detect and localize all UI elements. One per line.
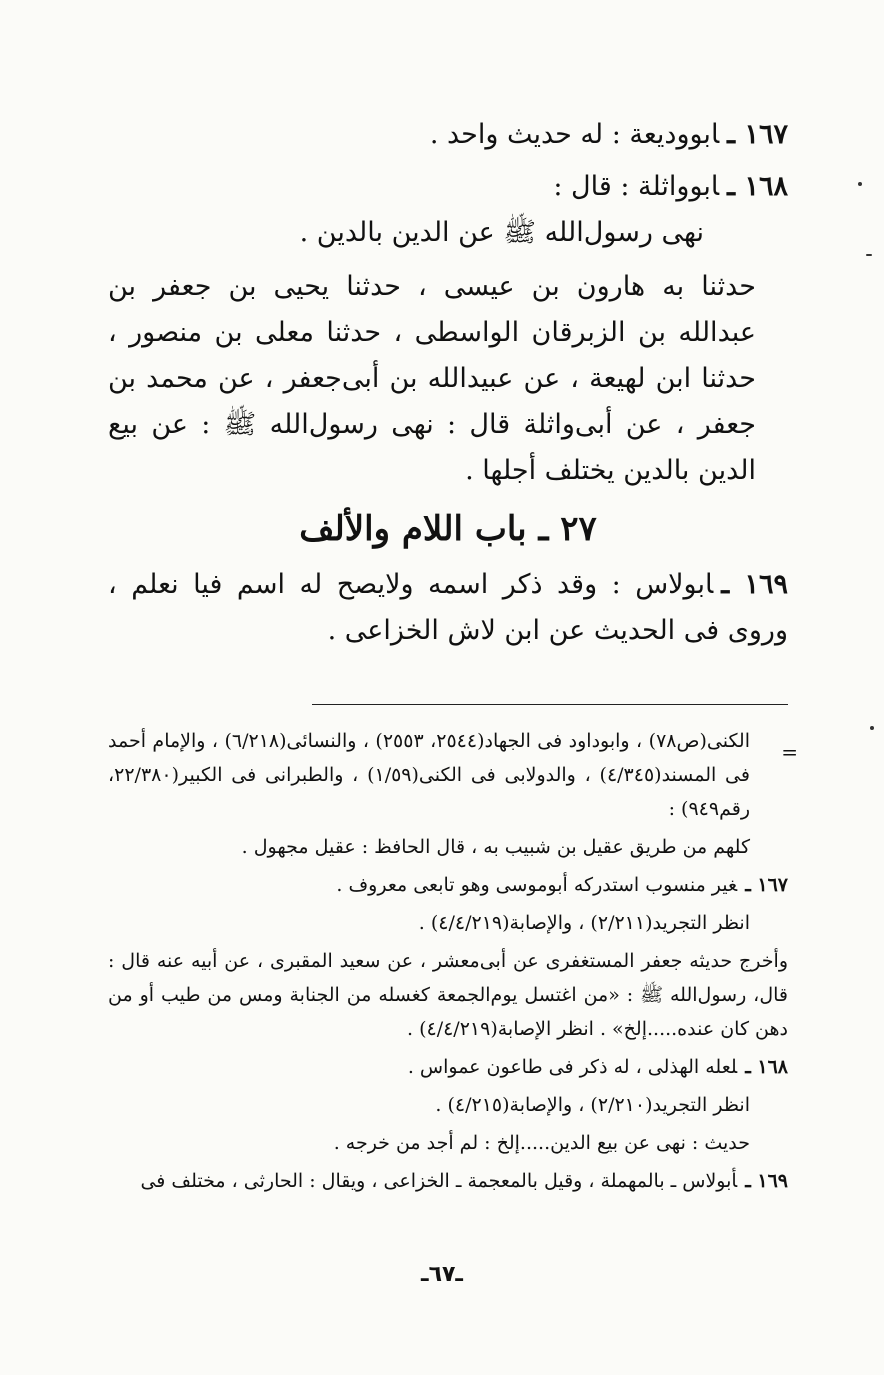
entry-167 <box>108 112 788 158</box>
footnote-line: حديث : نهى عن بيع الدين.....إلخ : لم أجد من خرجه . <box>333 1132 750 1154</box>
footnote-number: ١٦٧ ـ <box>745 874 788 896</box>
page-number: ـ٦٧ـ <box>421 1262 463 1287</box>
entry-text: ابوواثلة : قال : <box>553 171 720 202</box>
footnote-continuation-line: كلهم من طريق عقيل بن شبيب به ، قال الحافظ : عقيل مجهول . <box>241 836 750 858</box>
entry-text: ابوودیعة : له حديث واحد . <box>429 119 720 150</box>
footnotes <box>108 724 788 1202</box>
entry-169 <box>108 562 788 654</box>
footnote-line: غير منسوب استدركه أبوموسى وهو تابعى معروف . <box>336 874 738 896</box>
scan-speck <box>870 726 874 730</box>
footnote-168 <box>108 1050 788 1084</box>
footnote-number: ١٦٨ ـ <box>745 1056 788 1078</box>
scan-speck <box>858 182 862 186</box>
hadith-quote: نهى رسول‌الله ﷺ عن الدين بالدين . <box>299 217 704 248</box>
footnote-line: انظر التجريد(٢/٢١١) ، والإصابة(٤/٤/٢١٩) . <box>418 912 750 934</box>
footnote-line: انظر التجريد(٢/٢١٠) ، والإصابة(٤/٢١٥) . <box>435 1094 750 1116</box>
footnote-number: ١٦٩ ـ <box>745 1170 788 1192</box>
entry-text: ابولاس : وقد ذكر اسمه ولايصح له اسم فيا نعلم ، وروى فى الحديث عن ابن لاش الخزاعى . <box>108 569 788 646</box>
footnote-line: وأخرج حديثه جعفر المستغفرى عن أبى‌معشر ، عن سعيد المقبرى ، عن أبيه عنه قال : قال، رسول‌الله ﷺ : «من اغتسل يوم‌الجمعة كغسله من الجنابة ومس من طيب أو من دهن كان عنده.....إلخ» . انظر الإصابة(٤/٤/٢١٩) . <box>108 950 788 1040</box>
footnote-divider <box>312 704 788 705</box>
section-heading: ٢٧ ـ باب اللام والألف <box>299 509 597 549</box>
footnote-169 <box>108 1164 788 1198</box>
footnote-text: أبولاس ـ بالمهملة ، وقيل بالمعجمة ـ الخزاعى ، ويقال : الحارثى ، مختلف فى <box>140 1170 738 1192</box>
continuation-mark: = <box>781 740 798 764</box>
main-text <box>108 112 788 654</box>
entry-number: ١٦٨ ـ <box>727 171 788 202</box>
entry-number: ١٦٩ ـ <box>721 569 789 600</box>
entry-number: ١٦٧ ـ <box>727 119 788 150</box>
footnote-line: لعله الهذلى ، له ذكر فى طاعون عمواس . <box>407 1056 738 1078</box>
entry-168 <box>108 164 788 210</box>
hadith-isnad: حدثنا به هارون بن عيسى ، حدثنا يحيى بن جعفر بن عبدالله بن الزبرقان الواسطى ، حدثنا معلى بن منصور ، حدثنا ابن لهيعة ، عن عبيدالله بن أبى‌جعفر ، عن محمد بن جعفر ، عن أبى‌واثلة قال : نهى رسول‌الله ﷺ : عن بيع الدين بالدين يختلف أجلها . <box>108 271 756 486</box>
footnote-167 <box>108 868 788 902</box>
scan-speck <box>866 254 872 256</box>
footnote-continuation: الكنى(ص٧٨) ، وابوداود فى الجهاد(٢٥٤٤، ٢٥٥٣) ، والنسائى(٦/٢١٨) ، والإمام أحمد فى المسند(٤/٣٤٥) ، والدولابى فى الكنى(١/٥٩) ، والطبرانى فى الكبير(٢٢/٣٨٠، رقم٩٤٩) : <box>108 730 750 820</box>
